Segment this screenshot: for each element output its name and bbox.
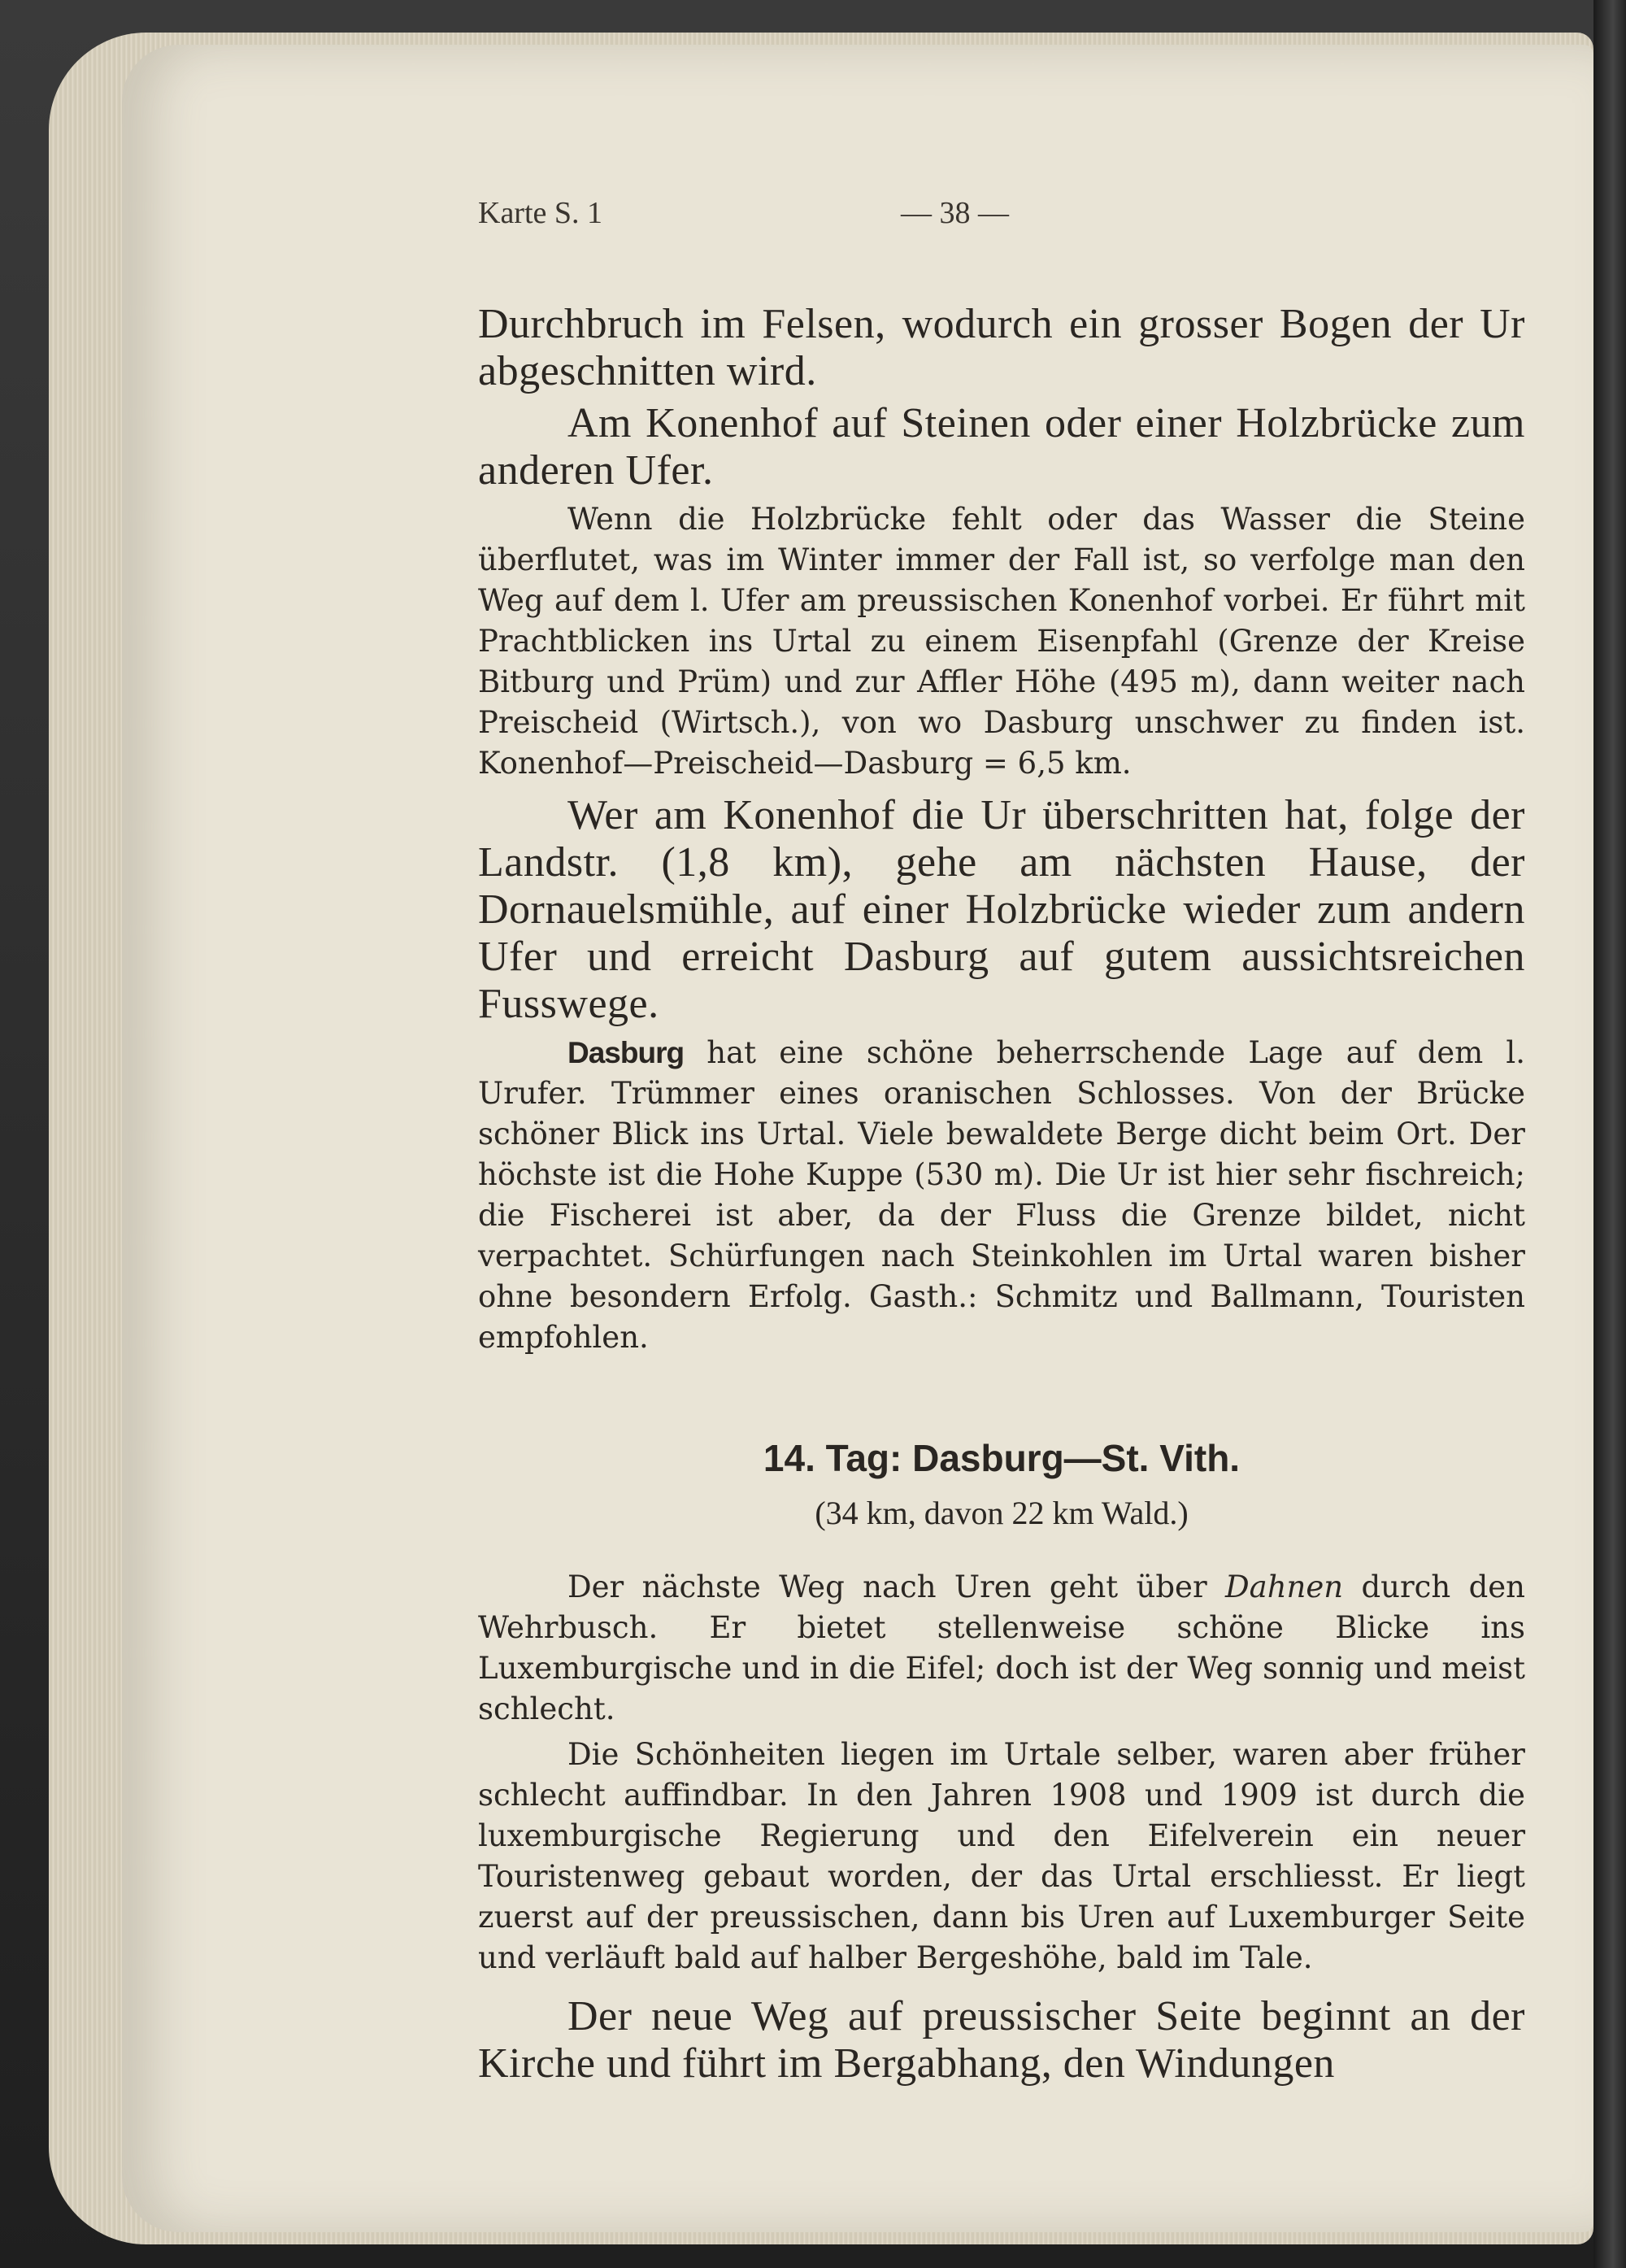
page-content	[478, 195, 1525, 2087]
section-subheading: (34 km, davon 22 km Wald.)	[815, 1495, 1189, 1531]
page-number: — 38 —	[901, 196, 1009, 230]
paragraph-6	[478, 1567, 1525, 1730]
paragraph-8: Der neue Weg auf preussischer Seite beginnt an der Kirche und führt im Bergabhang, den Windungen	[478, 1993, 1525, 2087]
running-header	[478, 195, 1525, 252]
paragraph-6-text-b: durch den Wehrbusch. Er bietet stellenweise schöne Blicke ins Luxemburgische und in die Eifel; doch ist der Weg sonnig und meist schlecht.	[478, 1569, 1526, 1726]
map-reference: Karte S. 1	[478, 196, 603, 230]
paragraph-3: Wenn die Holzbrücke fehlt oder das Wasser die Steine überflutet, was im Winter immer der Fall ist, so verfolge man den Weg auf dem l. Ufer am preussischen Konenhof vorbei. Er führt mit Prachtblicken ins Urtal zu einem Eisenpfahl (Grenze der Kreise Bitburg und Prüm) und zur Affler Höhe (495 m), dann weiter nach Preischeid (Wirtsch.), von wo Dasburg unschwer zu finden ist. Konenhof—Preischeid—Dasburg = 6,5 km.	[478, 502, 1525, 781]
place-name-dahnen: Dahnen	[1225, 1569, 1344, 1604]
section-heading: 14. Tag: Dasburg—St. Vith.	[763, 1437, 1241, 1479]
paragraph-5	[478, 1033, 1525, 1358]
place-name-dasburg: Dasburg	[567, 1036, 685, 1069]
book-binding	[1593, 0, 1626, 2268]
paragraph-1: Durchbruch im Felsen, wodurch ein grosser Bogen der Ur abgeschnitten wird.	[478, 301, 1525, 394]
paragraph-6-text-a: Der nächste Weg nach Uren geht über	[567, 1569, 1225, 1604]
paragraph-2: Am Konenhof auf Steinen oder einer Holzbrücke zum anderen Ufer.	[478, 400, 1525, 494]
paragraph-5-text: hat eine schöne beherrschende Lage auf dem l. Urufer. Trümmer eines oranischen Schlosses. Von der Brücke schöner Blick ins Urtal. Viele bewaldete Berge dicht beim Ort. Der höchste ist die Hohe Kuppe (530 m). Die Ur ist hier sehr fischreich; die Fischerei ist aber, da der Fluss die Grenze bildet, nicht verpachtet. Schürfungen nach Steinkohlen im Urtal waren bisher ohne besondern Erfolg. Gasth.: Schmitz und Ballmann, Touristen empfohlen.	[478, 1035, 1525, 1355]
paragraph-4: Wer am Konenhof die Ur überschritten hat, folge der Landstr. (1,8 km), gehe am nächsten Hause, der Dornauelsmühle, auf einer Holzbrücke wieder zum andern Ufer und erreicht Dasburg auf gutem aussichtsreichen Fusswege.	[478, 792, 1525, 1027]
paragraph-7: Die Schönheiten liegen im Urtale selber, waren aber früher schlecht auffindbar. In den Jahren 1908 und 1909 ist durch die luxemburgische Regierung und den Eifelverein ein neuer Touristenweg gebaut worden, der das Urtal erschliesst. Er liegt zuerst auf der preussischen, dann bis Uren auf Luxemburger Seite und verläuft bald auf halber Bergeshöhe, bald im Tale.	[478, 1737, 1525, 1975]
